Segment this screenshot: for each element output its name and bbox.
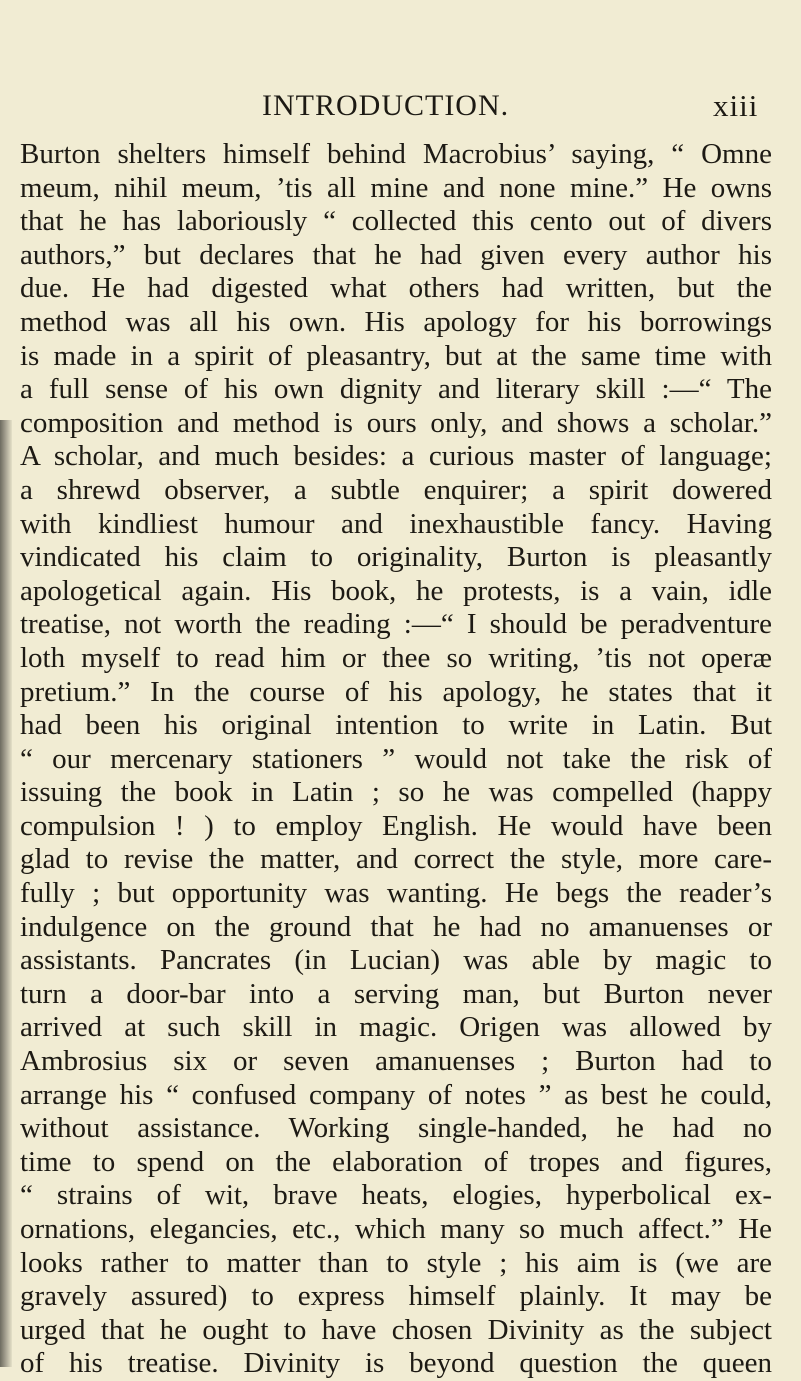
text-line: arrange his “ confused company of notes ” as best he could, — [20, 1078, 772, 1111]
text-line: arrived at such skill in magic. Origen was allowed by — [20, 1011, 772, 1044]
text-line: that he has laboriously “ collected this cento out of divers — [20, 205, 772, 238]
text-line: a full sense of his own dignity and literary skill :—“ The — [20, 373, 772, 406]
text-line: with kindliest humour and inexhaustible fancy. Having — [20, 507, 772, 540]
text-line: authors,” but declares that he had given every author his — [20, 238, 772, 271]
text-line: urged that he ought to have chosen Divinity as the subject — [20, 1313, 772, 1346]
text-line: compulsion ! ) to employ English. He would have been — [20, 809, 772, 842]
text-line: is made in a spirit of pleasantry, but at the same time with — [20, 339, 772, 372]
text-line: meum, nihil meum, ’tis all mine and none mine.” He owns — [20, 171, 772, 204]
text-line: without assistance. Working single-handed, he had no — [20, 1112, 772, 1145]
text-line: treatise, not worth the reading :—“ I should be peradventure — [20, 608, 772, 641]
text-line: assistants. Pancrates (in Lucian) was able by magic to — [20, 944, 772, 977]
text-line: Ambrosius six or seven amanuenses ; Burton had to — [20, 1045, 772, 1078]
text-line: issuing the book in Latin ; so he was compelled (happy — [20, 776, 772, 809]
text-line: a shrewd observer, a subtle enquirer; a spirit dowered — [20, 473, 772, 506]
text-line: of his treatise. Divinity is beyond question the queen — [20, 1347, 772, 1380]
text-line: vindicated his claim to originality, Burton is pleasantly — [20, 541, 772, 574]
text-line: apologetical again. His book, he protests, is a vain, idle — [20, 574, 772, 607]
page-number: xiii — [713, 88, 759, 123]
text-line: Burton shelters himself behind Macrobius’ saying, “ Omne — [20, 138, 772, 170]
text-line: fully ; but opportunity was wanting. He begs the reader’s — [20, 877, 772, 910]
text-line: due. He had digested what others had written, but the — [20, 272, 772, 305]
text-line: composition and method is ours only, and shows a scholar.” — [20, 406, 772, 439]
text-line: glad to revise the matter, and correct the style, more care- — [20, 843, 772, 876]
running-head — [0, 86, 801, 126]
text-line: looks rather to matter than to style ; his aim is (we are — [20, 1246, 772, 1279]
running-head-title: INTRODUCTION. — [262, 89, 510, 122]
body-text — [20, 138, 772, 1381]
text-line: time to spend on the elaboration of tropes and figures, — [20, 1145, 772, 1178]
page-gutter-shadow — [0, 420, 12, 1367]
text-line: turn a door-bar into a serving man, but Burton never — [20, 977, 772, 1010]
text-line: A scholar, and much besides: a curious master of language; — [20, 440, 772, 473]
text-line: had been his original intention to write in Latin. But — [20, 709, 772, 742]
text-line: method was all his own. His apology for his borrowings — [20, 305, 772, 338]
text-line: gravely assured) to express himself plainly. It may be — [20, 1280, 772, 1313]
text-line: loth myself to read him or thee so writing, ’tis not operæ — [20, 641, 772, 674]
text-line: pretium.” In the course of his apology, he states that it — [20, 675, 772, 708]
text-line: ornations, elegancies, etc., which many so much affect.” He — [20, 1213, 772, 1245]
text-line: “ strains of wit, brave heats, elogies, hyperbolical ex- — [20, 1179, 772, 1212]
text-line: indulgence on the ground that he had no amanuenses or — [20, 910, 772, 943]
text-line: “ our mercenary stationers ” would not take the risk of — [20, 742, 772, 775]
